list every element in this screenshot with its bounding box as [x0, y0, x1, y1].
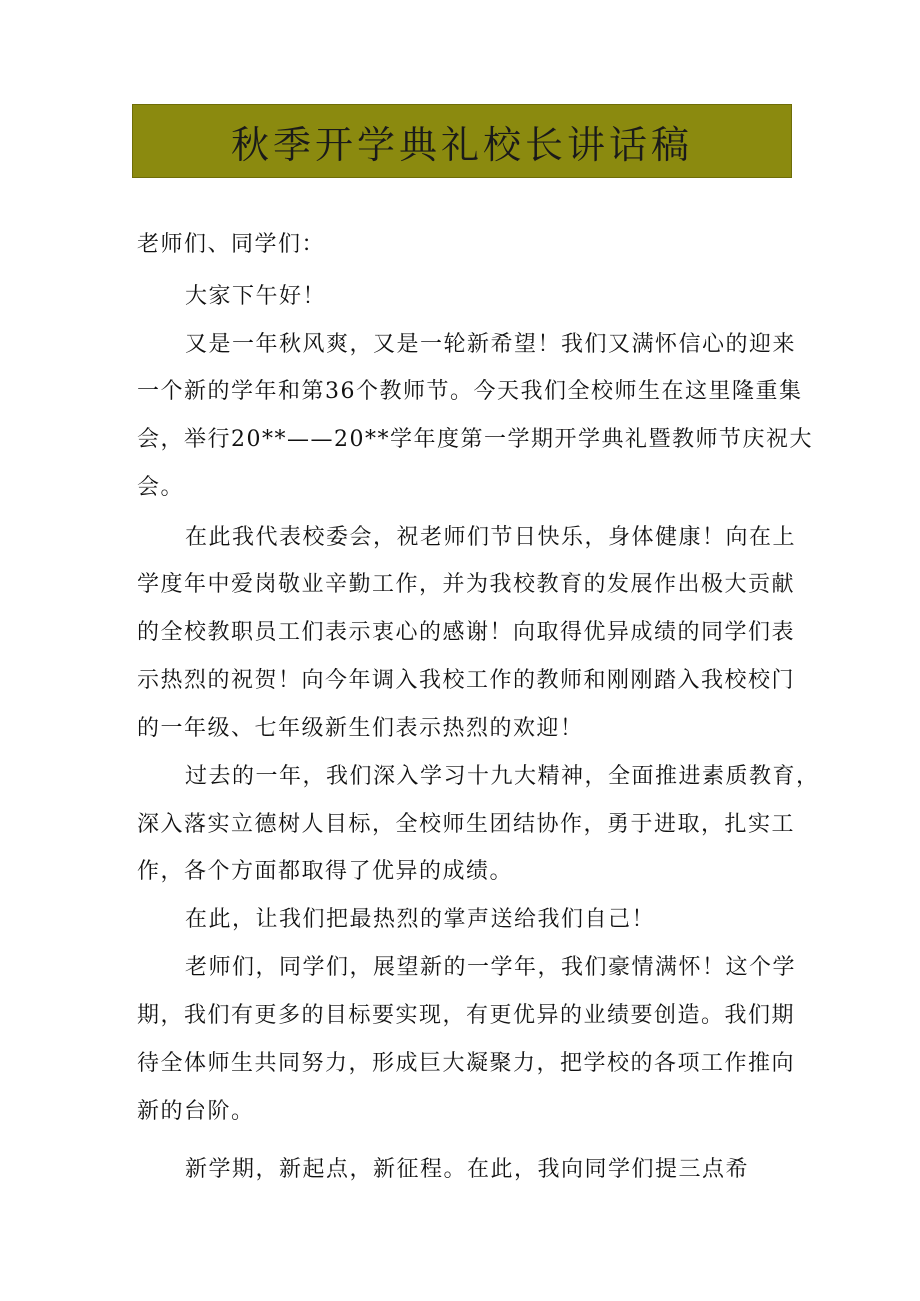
paragraph-line: 新的台阶。: [137, 1099, 255, 1124]
paragraph-line: 的全校教职员工们表示衷心的感谢！向取得优异成绩的同学们表: [137, 620, 796, 645]
salutation-line: 老师们、同学们：: [137, 232, 326, 257]
paragraph-line: 在此，让我们把最热烈的掌声送给我们自己！: [185, 907, 656, 932]
paragraph-line: 作，各个方面都取得了优异的成绩。: [137, 859, 514, 884]
paragraph-line: 一个新的学年和第36个教师节。今天我们全校师生在这里隆重集: [137, 379, 803, 404]
paragraph-line: 新学期，新起点，新征程。在此，我向同学们提三点希: [185, 1157, 750, 1182]
document-title: 秋季开学典礼校长讲话稿: [230, 122, 693, 167]
paragraph-line: 过去的一年，我们深入学习十九大精神，全面推进素质教育，: [185, 764, 820, 789]
paragraph-line: 会，举行20**——20**学年度第一学期开学典礼暨教师节庆祝大: [137, 427, 813, 452]
paragraph-line: 又是一年秋风爽，又是一轮新希望！我们又满怀信心的迎来: [185, 332, 797, 357]
paragraph-line: 老师们，同学们，展望新的一学年，我们豪情满怀！这个学: [185, 955, 797, 980]
paragraph-line: 深入落实立德树人目标，全校师生团结协作，勇于进取，扎实工: [137, 812, 796, 837]
paragraph-line: 学度年中爱岗敬业辛勤工作，并为我校教育的发展作出极大贡献: [137, 572, 796, 597]
paragraph-line: 示热烈的祝贺！向今年调入我校工作的教师和刚刚踏入我校校门: [137, 668, 796, 693]
paragraph-line: 在此我代表校委会，祝老师们节日快乐，身体健康！向在上: [185, 525, 797, 550]
paragraph-line: 待全体师生共同努力，形成巨大凝聚力，把学校的各项工作推向: [137, 1051, 796, 1076]
title-banner: [132, 104, 792, 178]
paragraph-line: 期，我们有更多的目标要实现，有更优异的业绩要创造。我们期: [137, 1003, 796, 1028]
greeting-line: 大家下午好！: [185, 284, 327, 309]
paragraph-line: 会。: [137, 475, 185, 500]
paragraph-line: 的一年级、七年级新生们表示热烈的欢迎！: [137, 716, 584, 741]
